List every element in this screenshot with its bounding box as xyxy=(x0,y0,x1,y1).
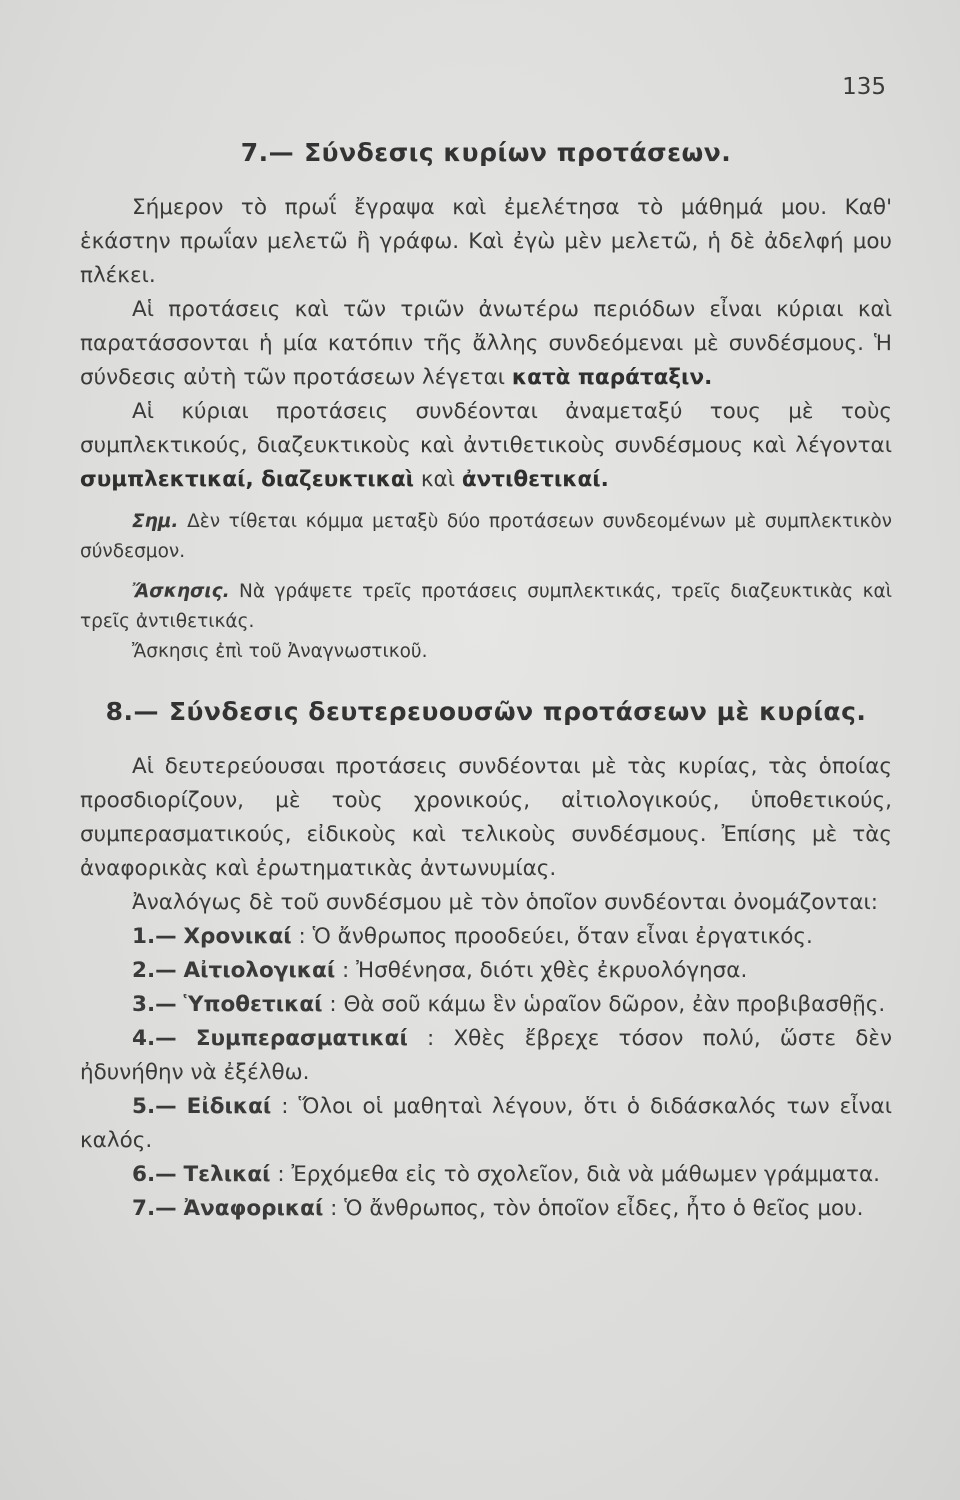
section-7-paragraph-3-term-1: συμπλεκτικαί, διαζευκτικαὶ xyxy=(80,467,415,492)
list-item xyxy=(80,954,892,988)
list-item-example: Θὰ σοῦ κάμω ἓν ὡραῖον δῶρον, ἐὰν προβιβασθῇς. xyxy=(343,992,886,1017)
list-item-number: 5.— xyxy=(132,1094,177,1119)
section-7-note xyxy=(80,507,892,567)
section-7-heading xyxy=(80,138,892,167)
section-8-title: Σύνδεσις δευτερευουσῶν προτάσεων μὲ κυρίας. xyxy=(168,697,867,726)
list-item-number: 7.— xyxy=(132,1196,177,1221)
list-item xyxy=(80,1090,892,1158)
list-item-term: Τελικαί xyxy=(183,1162,271,1187)
section-8-paragraph-2: Ἀναλόγως δὲ τοῦ συνδέσμου μὲ τὸν ὁποῖον συνδέονται ὀνομάζονται: xyxy=(132,890,879,915)
section-8-number: 8.— xyxy=(105,697,159,726)
note-label: Σημ. xyxy=(132,511,179,532)
page-content xyxy=(80,138,892,1226)
list-item-number: 6.— xyxy=(132,1162,177,1187)
section-7-paragraph-3-term-2: ἀντιθετικαί. xyxy=(461,467,609,492)
list-item-number: 3.— xyxy=(132,992,177,1017)
list-item-separator: : xyxy=(427,1026,435,1051)
list-item-term: Χρονικαί xyxy=(183,924,292,949)
section-7-paragraph-1: Σήμερον τὸ πρωΐ ἔγραψα καὶ ἐμελέτησα τὸ μάθημά μου. Καθ' ἑκάστην πρωΐαν μελετῶ ἢ γράφω. Καὶ ἐγὼ μὲν μελετῶ, ἡ δὲ ἀδελφή μου πλέκει. xyxy=(80,195,892,288)
list-item-number: 4.— xyxy=(132,1026,177,1051)
list-item-separator: : xyxy=(329,992,337,1017)
list-item-separator: : xyxy=(281,1094,289,1119)
list-item xyxy=(80,1022,892,1090)
section-7-exercise xyxy=(80,577,892,637)
list-item-example: Ἠσθένησα, διότι χθὲς ἐκρυολόγησα. xyxy=(356,958,748,983)
list-item-number: 1.— xyxy=(132,924,177,949)
section-7-paragraph-2-term: κατὰ παράταξιν. xyxy=(511,365,713,390)
list-item-term: Ὑποθετικαί xyxy=(183,992,323,1017)
list-item-example: Ὁ ἄνθρωπος προοδεύει, ὅταν εἶναι ἐργατικός. xyxy=(312,924,813,949)
list-item xyxy=(80,920,892,954)
list-item xyxy=(80,1158,892,1192)
note-text: Δὲν τίθεται κόμμα μεταξὺ δύο προτάσεων συνδεομένων μὲ συμπλεκτικὸν σύνδεσμον. xyxy=(80,511,893,562)
connector-list xyxy=(80,920,892,1226)
list-item-term: Αἰτιολογικαί xyxy=(183,958,336,983)
list-item-example: Ὁ ἄνθρωπος, τὸν ὁποῖον εἶδες, ἦτο ὁ θεῖος μου. xyxy=(344,1196,864,1221)
section-7-exercise-2: Ἄσκησις ἐπὶ τοῦ Ἀναγνωστικοῦ. xyxy=(132,641,428,662)
list-item xyxy=(80,1192,892,1226)
section-8-heading xyxy=(80,697,892,726)
section-7-paragraph-3-and: καὶ xyxy=(420,467,455,492)
list-item-term: Συμπερασματικαί xyxy=(195,1026,408,1051)
section-8-paragraph-1: Αἱ δευτερεύουσαι προτάσεις συνδέονται μὲ τὰς κυρίας, τὰς ὁποίας προσδιορίζουν, μὲ τοὺς χρονικούς, αἰτιολογικούς, ὑποθετικούς, συμπερασματικούς, εἰδικοὺς καὶ τελικοὺς συνδέσμους. Ἐπίσης μὲ τὰς ἀναφορικὰς καὶ ἐρωτηματικὰς ἀντωνυμίας. xyxy=(80,754,892,881)
page-number: 135 xyxy=(842,74,886,100)
list-item-example: Ὅλοι οἱ μαθηταὶ λέγουν, ὅτι ὁ διδάσκαλός των εἶναι καλός. xyxy=(80,1094,892,1153)
section-7-title: Σύνδεσις κυρίων προτάσεων. xyxy=(304,138,732,167)
list-item-term: Ἀναφορικαί xyxy=(183,1196,324,1221)
list-item-separator: : xyxy=(277,1162,285,1187)
list-item-number: 2.— xyxy=(132,958,177,983)
list-item-separator: : xyxy=(330,1196,338,1221)
section-7-paragraph-2 xyxy=(80,293,892,395)
section-7-paragraph-3 xyxy=(80,395,892,497)
section-7-number: 7.— xyxy=(240,138,295,167)
list-item-term: Εἰδικαί xyxy=(186,1094,272,1119)
list-item xyxy=(80,988,892,1022)
section-7-paragraph-3-text: Αἱ κύριαι προτάσεις συνδέονται ἀναμεταξύ τους μὲ τοὺς συμπλεκτικούς, διαζευκτικοὺς καὶ ἀντιθετικοὺς συνδέσμους καὶ λέγονται xyxy=(80,399,892,458)
exercise-text: Νὰ γράψετε τρεῖς προτάσεις συμπλεκτικάς, τρεῖς διαζευκτικὰς καὶ τρεῖς ἀντιθετικάς. xyxy=(80,581,892,632)
exercise-label: Ἄσκησις. xyxy=(132,581,230,602)
list-item-example: Χθὲς ἔβρεχε τόσον πολύ, ὥστε δὲν ἠδυνήθην νὰ ἐξέλθω. xyxy=(80,1026,892,1085)
list-item-example: Ἐρχόμεθα εἰς τὸ σχολεῖον, διὰ νὰ μάθωμεν γράμματα. xyxy=(291,1162,880,1187)
list-item-separator: : xyxy=(342,958,350,983)
section-7-paragraph-2-text: Αἱ προτάσεις καὶ τῶν τριῶν ἀνωτέρω περιόδων εἶναι κύριαι καὶ παρατάσσονται ἡ μία κατόπιν τῆς ἄλλης συνδεόμεναι μὲ συνδέσμους. Ἡ σύνδεσις αὐτὴ τῶν προτάσεων λέγεται xyxy=(80,297,892,390)
list-item-separator: : xyxy=(298,924,306,949)
